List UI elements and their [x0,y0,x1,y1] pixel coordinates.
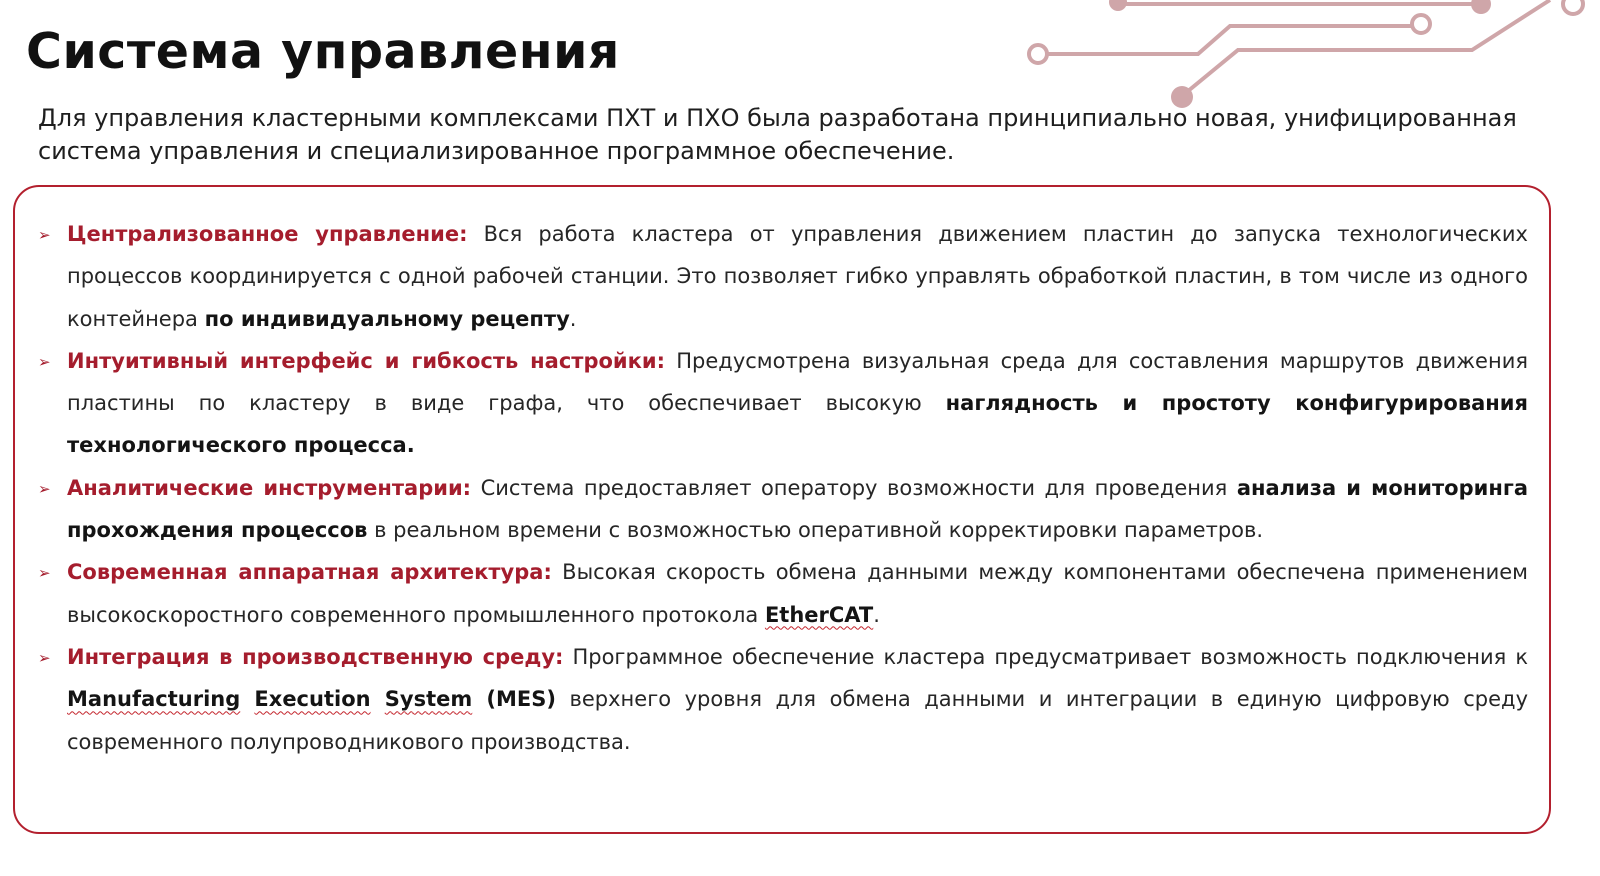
item-heading: Аналитические инструментарии: [67,475,472,500]
item-text: верхнего уровня для обмена данными и интеграции в единую цифровую среду современного полупроводникового производства. [67,687,1528,754]
arrow-bullet-icon: ➢ [38,564,51,583]
item-heading: Современная аппаратная архитектура: [67,560,552,585]
page-title: Система управления [26,23,620,80]
list-item-analytics [38,467,1528,552]
item-heading: Централизованное управление: [67,222,468,246]
item-emphasis: анализа и мониторинга прохождения процессов [67,475,1528,543]
intro-paragraph: Для управления кластерными комплексами ПХТ и ПХО была разработана принципиально новая, унифицированная система управления и специализированное программное обеспечение. [38,104,1517,165]
item-space [240,687,254,711]
item-emphasis: по индивидуальному рецепту [204,306,570,331]
item-text: Программное обеспечение кластера предусматривает возможность подключения к [563,644,1529,669]
item-emphasis-execution: Execution [254,687,371,712]
arrow-bullet-icon: ➢ [38,352,51,371]
item-heading: Интуитивный интерфейс и гибкость настройки: [67,348,665,373]
arrow-bullet-icon: ➢ [38,226,51,244]
item-emphasis-mes: (MES) [472,687,556,712]
item-text: Система предоставляет оператору возможности для проведения [471,475,1237,500]
item-emphasis-manufacturing: Manufacturing [67,687,241,712]
item-text: . [569,306,577,331]
list-item-hardware [38,551,1528,636]
item-text: Вся работа кластера от управления движением пластин до запуска технологических процессов координируется с одной рабочей станции. Это позволяет гибко управлять обработкой пластин, в том числе из одного контейнера [67,222,1528,331]
item-space [371,687,385,711]
arrow-bullet-icon: ➢ [38,648,51,667]
item-text: Высокая скорость обмена данными между компонентами обеспечена применением высокоскоростного современного промышленного протокола [67,560,1528,627]
item-heading: Интеграция в производственную среду: [67,644,564,669]
arrow-bullet-icon: ➢ [38,479,51,498]
item-text: . [873,602,880,627]
list-item-integration [38,636,1528,763]
item-emphasis-ethercat: EtherCAT [764,602,874,627]
list-item-interface [38,340,1528,467]
item-emphasis-system: System [384,687,473,712]
item-text: Предусмотрена визуальная среда для составления маршрутов движения пластины по кластеру в виде графа, что обеспечивает высокую [67,348,1528,416]
list-item-centralized-control [38,213,1528,340]
item-text: в реальном времени с возможностью оперативной корректировки параметров. [367,518,1264,543]
item-emphasis: наглядность и простоту конфигурирования технологического процесса. [67,391,1528,458]
feature-list [38,213,1528,763]
